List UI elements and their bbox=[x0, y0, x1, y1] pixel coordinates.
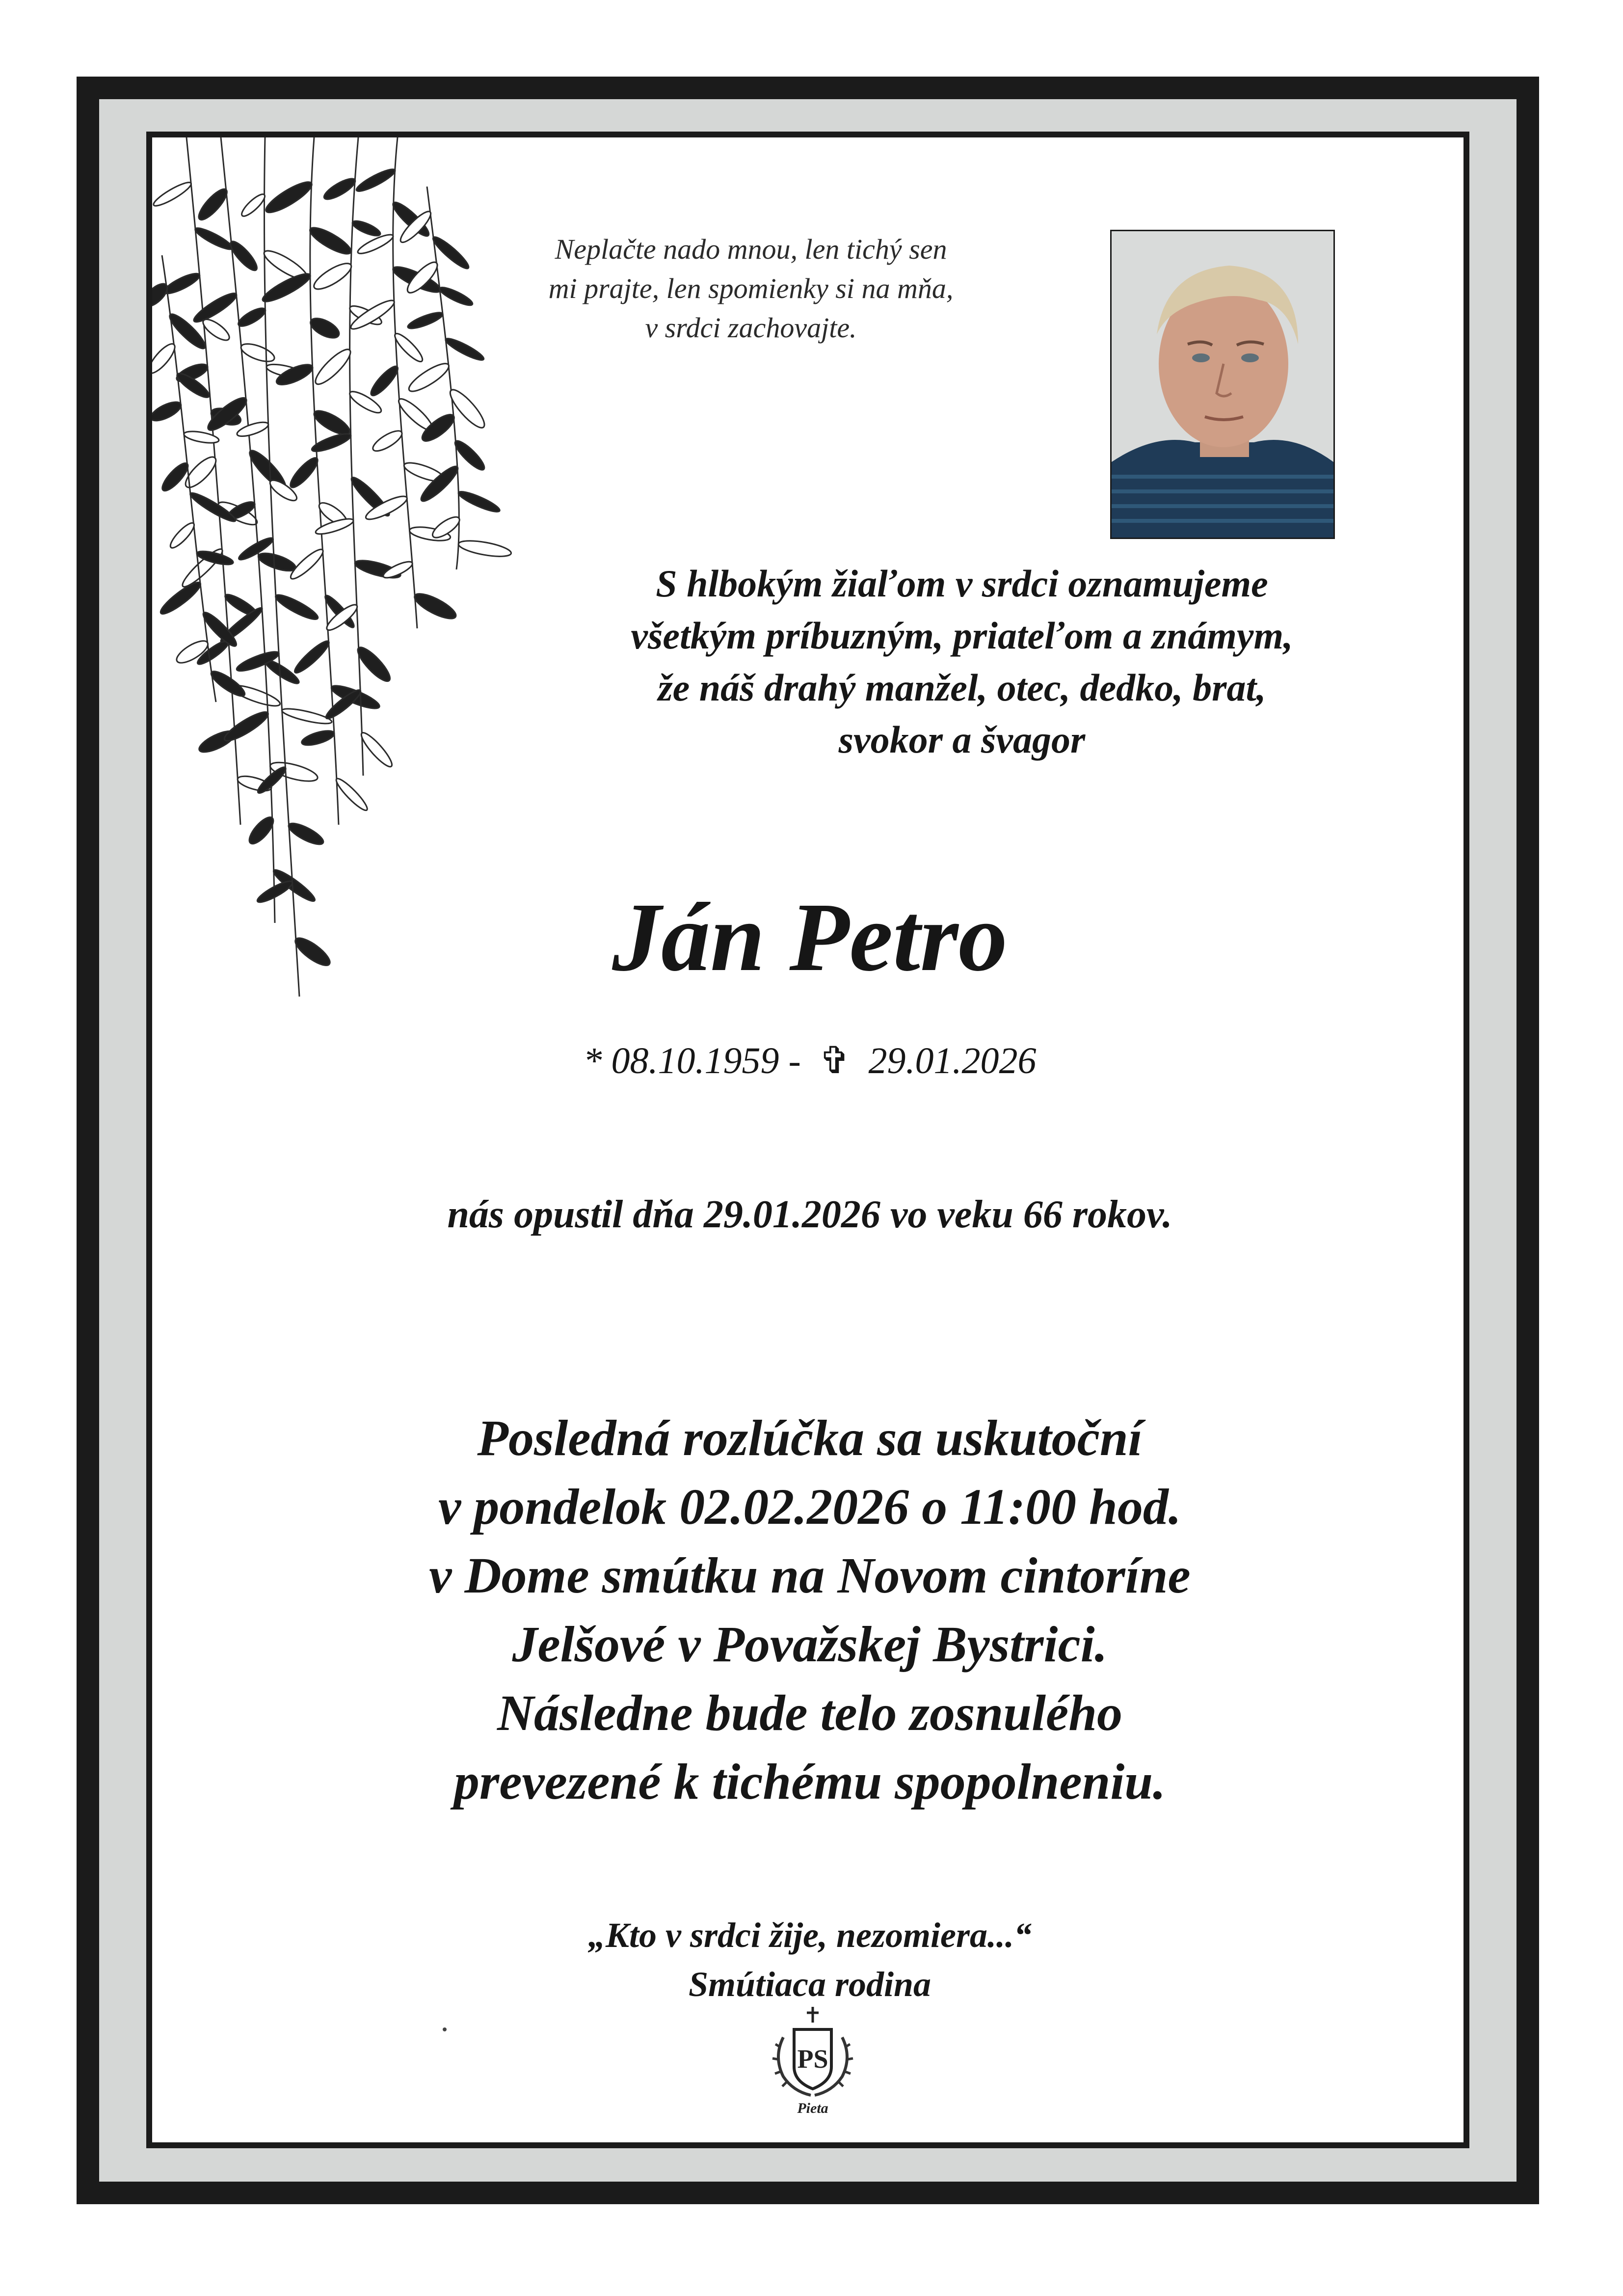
willow-leaf bbox=[221, 708, 271, 745]
passing-statement: nás opustil dňa 29.01.2026 vo veku 66 rokov. bbox=[447, 1193, 1172, 1236]
portrait-photo bbox=[1112, 231, 1333, 538]
willow-leaf bbox=[406, 310, 445, 331]
announcement bbox=[530, 558, 1394, 766]
poem-line: Neplačte nado mnou, len tichý sen bbox=[555, 233, 947, 265]
willow-leaf bbox=[406, 359, 452, 396]
poem-quote bbox=[491, 230, 1011, 348]
deceased-name: Ján Petro bbox=[612, 883, 1008, 992]
willow-leaf bbox=[239, 191, 267, 219]
willow-leaf bbox=[311, 345, 354, 388]
willow-leaf bbox=[159, 460, 191, 494]
willow-leaf bbox=[167, 520, 197, 550]
willow-leaf bbox=[286, 819, 326, 848]
willow-branch bbox=[350, 137, 363, 776]
willow-leaf bbox=[281, 706, 333, 727]
pieta-logo-icon bbox=[764, 2003, 862, 2116]
willow-leaf bbox=[292, 638, 332, 676]
willow-leaf bbox=[256, 550, 297, 574]
logo-monogram: PS bbox=[797, 2044, 828, 2074]
willow-leaf bbox=[152, 340, 179, 377]
closing-motto: „Kto v srdci žije, nezomiera...“ bbox=[588, 1916, 1032, 1955]
funeral-line: Posledná rozlúčka sa uskutoční bbox=[477, 1410, 1143, 1466]
family-signature: Smútiaca rodina bbox=[688, 1965, 931, 2004]
announcement-line: že náš drahý manžel, otec, dedko, brat, bbox=[658, 666, 1266, 709]
willow-leaf bbox=[287, 455, 321, 491]
willow-leaf bbox=[370, 427, 404, 455]
poem-line: mi prajte, len spomienky si na mňa, bbox=[548, 272, 954, 304]
birth-date: * 08.10.1959 - bbox=[583, 1040, 801, 1081]
willow-leaf bbox=[308, 314, 342, 342]
willow-leaf bbox=[321, 175, 358, 203]
willow-leaf bbox=[354, 166, 397, 194]
willow-leaf bbox=[311, 259, 355, 294]
willow-leaf bbox=[183, 429, 220, 445]
willow-leaf bbox=[307, 223, 354, 258]
speck bbox=[443, 2027, 447, 2031]
willow-leaf bbox=[152, 398, 184, 424]
willow-leaf bbox=[239, 340, 277, 365]
closing bbox=[442, 1911, 1178, 2009]
life-dates bbox=[442, 1036, 1178, 1085]
willow-leaf bbox=[260, 270, 313, 306]
willow-leaf bbox=[411, 589, 459, 623]
funeral-line: v pondelok 02.02.2026 o 11:00 hod. bbox=[438, 1479, 1181, 1535]
willow-leaf bbox=[333, 776, 370, 813]
logo-name: Pieta bbox=[797, 2100, 828, 2116]
death-date: 29.01.2026 bbox=[868, 1040, 1037, 1081]
willow-leaf bbox=[193, 225, 235, 252]
cross-icon: ✞ bbox=[819, 1038, 851, 1082]
willow-leaf bbox=[444, 335, 486, 363]
willow-leaf bbox=[351, 218, 382, 238]
willow-leaf bbox=[300, 728, 336, 748]
announcement-line: všetkým príbuzným, priateľom a známym, bbox=[631, 614, 1293, 657]
willow-leaf bbox=[368, 363, 401, 399]
willow-leaf bbox=[263, 177, 315, 217]
funeral-line: v Dome smútku na Novom cintoríne bbox=[429, 1547, 1191, 1604]
willow-leaf bbox=[456, 488, 501, 515]
announcement-line: svokor a švagor bbox=[838, 718, 1086, 761]
funeral-line: Následne bude telo zosnulého bbox=[497, 1685, 1123, 1741]
poem-line: v srdci zachovajte. bbox=[645, 312, 857, 344]
funeral-line: Jelšové v Považskej Bystrici. bbox=[512, 1616, 1108, 1673]
willow-leaf bbox=[191, 289, 239, 325]
willow-branches-decoration bbox=[152, 137, 545, 1021]
willow-leaf bbox=[273, 591, 320, 623]
willow-leaf bbox=[236, 305, 268, 329]
funeral-details bbox=[294, 1404, 1325, 1816]
willow-leaf bbox=[457, 538, 512, 559]
willow-leaf bbox=[195, 186, 231, 223]
willow-leaf bbox=[152, 179, 193, 209]
funeral-line: prevezené k tichému spopolneniu. bbox=[453, 1754, 1166, 1810]
announcement-line: S hlbokým žiaľom v srdci oznamujeme bbox=[656, 562, 1268, 605]
willow-leaf bbox=[438, 284, 475, 308]
willow-leaf bbox=[158, 578, 204, 618]
deceased-portrait-photo bbox=[1110, 230, 1335, 539]
